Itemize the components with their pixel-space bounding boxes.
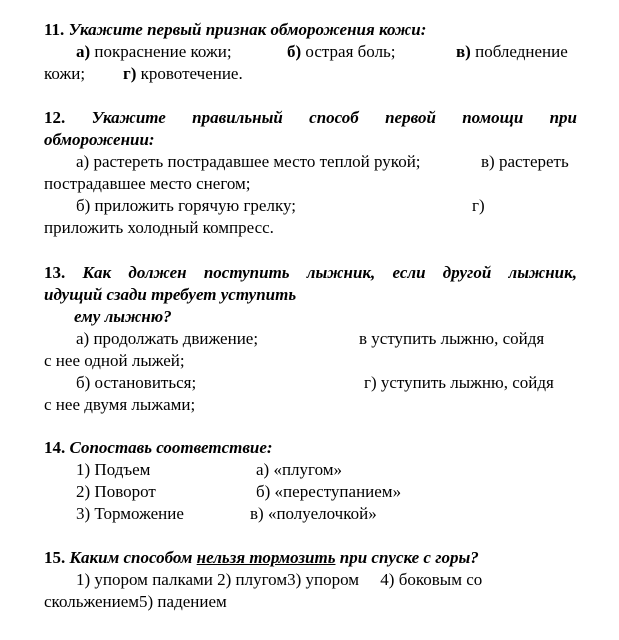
q14-heading [44,438,273,458]
q12-option-a: а) растереть пострадавшее место теплой рукой; [76,152,421,171]
q14-right-3: в) «полуелочкой» [250,504,377,523]
q12-option-b: б) приложить горячую грелку; [76,196,296,215]
q14-right-1: а) «плугом» [256,460,343,479]
q11-number: 11. [44,20,65,39]
q14-left-3: 3) Торможение [76,504,184,523]
q13-option-a: а) продолжать движение; [76,329,259,348]
q15-number: 15. [44,548,66,567]
q11-option-v-cont [44,64,85,84]
q14-number: 14. [44,438,66,457]
q15-heading [44,548,479,568]
q15-options-line-2: скольжением5) падением [44,592,227,611]
q15-options-line-1: 1) упором палками 2) плугом3) упором 4) боковым со [76,570,483,589]
q12-heading-line-2: обморожении: [44,130,155,149]
q13-option-v: в уступить лыжню, сойдя [359,329,545,348]
q13-option-b: б) остановиться; [76,373,197,392]
q13-option-g-cont: с нее двумя лыжами; [44,395,196,414]
q11-option-b-text: острая боль; [305,42,396,61]
q12-number: 12. [44,108,66,127]
q13-heading-line-1 [44,263,577,283]
q11-option-b-letter: б) [287,42,302,61]
q13-heading-line-2: идущий сзади требует уступить [44,285,297,304]
q11-heading [44,20,426,40]
q11-option-a [76,42,232,62]
q13-heading-line-3: ему лыжню? [74,307,172,326]
q13-number: 13. [44,263,66,282]
q14-left-2: 2) Поворот [76,482,156,501]
q12-question-1: Укажите правильный способ первой помощи при [91,108,577,127]
q15-question-3: при спуске с горы? [339,548,479,567]
q12-option-v-cont: пострадавшее место снегом; [44,174,251,193]
q11-question: Укажите первый признак обморожения кожи: [68,20,427,39]
q13-question-1: Как должен поступить лыжник, если другой лыжник, [82,263,577,282]
q11-option-b [287,42,396,62]
q11-option-a-letter: а) [76,42,91,61]
q13-option-g: г) уступить лыжню, сойдя [364,373,554,392]
q11-option-g-text: кровотечение. [140,64,243,83]
q15-question-2: нельзя тормозить [196,548,336,567]
q13-option-v-cont: с нее одной лыжей; [44,351,185,370]
q14-left-1: 1) Подъем [76,460,151,479]
q11-option-a-text: покраснение кожи; [94,42,232,61]
q14-question: Сопоставь соответствие: [69,438,273,457]
q11-option-v-text: побледнение [475,42,568,61]
q11-option-g-letter: г) [123,64,137,83]
q15-question-1: Каким способом [69,548,193,567]
q14-right-2: б) «переступанием» [256,482,402,501]
q11-option-v-letter: в) [456,42,471,61]
q12-option-v: в) растереть [481,152,569,171]
q12-option-g-letter: г) [472,196,485,215]
q12-heading-line-1 [44,108,577,128]
q11-option-v-text-2: кожи; [44,64,86,83]
q12-option-g-text: приложить холодный компресс. [44,218,274,237]
q11-option-g [123,64,243,84]
q11-option-v [456,42,568,62]
